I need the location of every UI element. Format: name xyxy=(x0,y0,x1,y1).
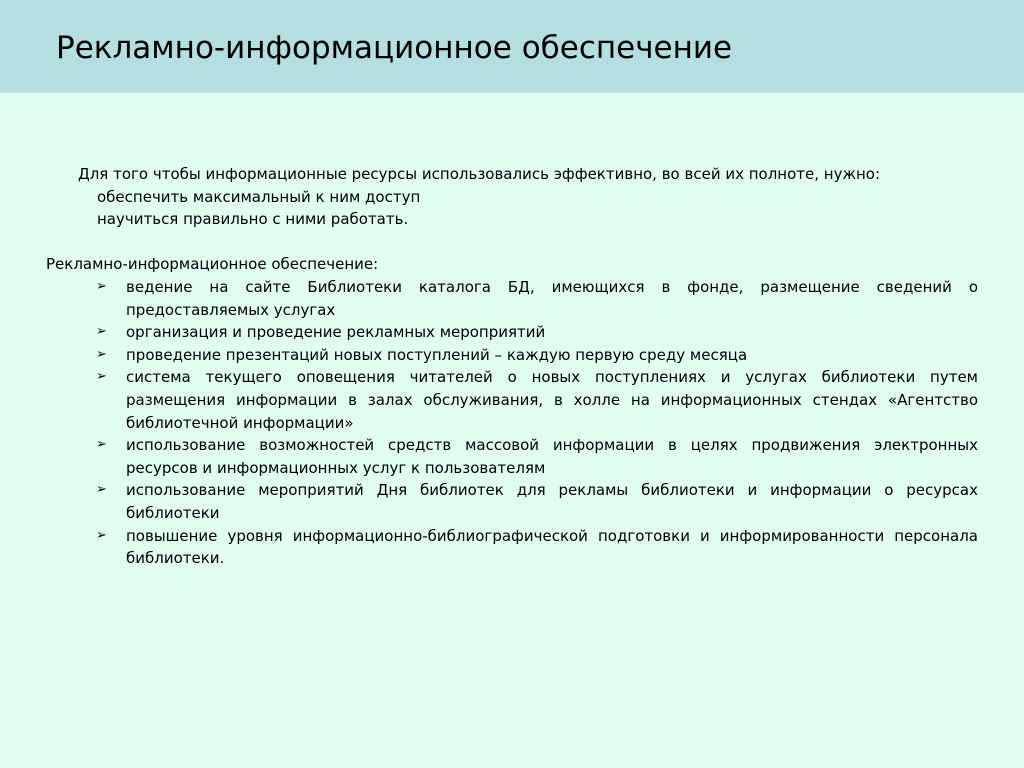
bullet-list xyxy=(46,276,978,570)
list-item-text: система текущего оповещения читателей о новых поступлениях и услугах библиотеки путем размещения информации в залах обслуживания, в холле на информационных стендах «Агентство библиотечной информации» xyxy=(126,368,978,432)
spacer xyxy=(46,231,978,254)
list-item xyxy=(46,321,978,344)
arrow-bullet-icon: ➢ xyxy=(96,278,107,294)
slide-content xyxy=(46,163,978,570)
list-item-text: повышение уровня информационно-библиографической подготовки и информированности персонала библиотеки. xyxy=(126,526,978,568)
arrow-bullet-icon: ➢ xyxy=(96,346,107,362)
section-heading: Рекламно-информационное обеспечение: xyxy=(46,255,379,274)
list-item-text: использование мероприятий Дня библиотек для рекламы библиотеки и информации о ресурсах библиотеки xyxy=(126,481,978,522)
list-item xyxy=(46,276,978,321)
list-item-text: использование возможностей средств массовой информации в целях продвижения электронных ресурсов и информационных услуг к пользователям xyxy=(126,436,978,477)
need-item: обеспечить максимальный к ним доступ xyxy=(97,187,421,206)
arrow-bullet-icon: ➢ xyxy=(96,369,107,385)
intro-paragraph: Для того чтобы информационные ресурсы использовались эффективно, во всей их полноте, нужно: xyxy=(78,165,881,183)
title-bar xyxy=(0,0,1024,93)
slide-title: Рекламно-информационное обеспечение xyxy=(56,30,733,66)
list-item-text: ведение на сайте Библиотеки каталога БД, имеющихся в фонде, размещение сведений о предоставляемых услугах xyxy=(126,277,978,319)
list-item xyxy=(46,479,978,524)
arrow-bullet-icon: ➢ xyxy=(96,527,107,543)
list-item xyxy=(46,525,978,570)
arrow-bullet-icon: ➢ xyxy=(96,324,107,340)
list-item xyxy=(46,344,978,367)
list-item-text: организация и проведение рекламных мероприятий xyxy=(126,323,546,342)
arrow-bullet-icon: ➢ xyxy=(96,482,107,498)
list-item xyxy=(46,366,978,434)
arrow-bullet-icon: ➢ xyxy=(96,437,107,453)
list-item-text: проведение презентаций новых поступлений – каждую первую среду месяца xyxy=(126,345,748,364)
need-item: научиться правильно с ними работать. xyxy=(97,210,409,229)
list-item xyxy=(46,434,978,479)
